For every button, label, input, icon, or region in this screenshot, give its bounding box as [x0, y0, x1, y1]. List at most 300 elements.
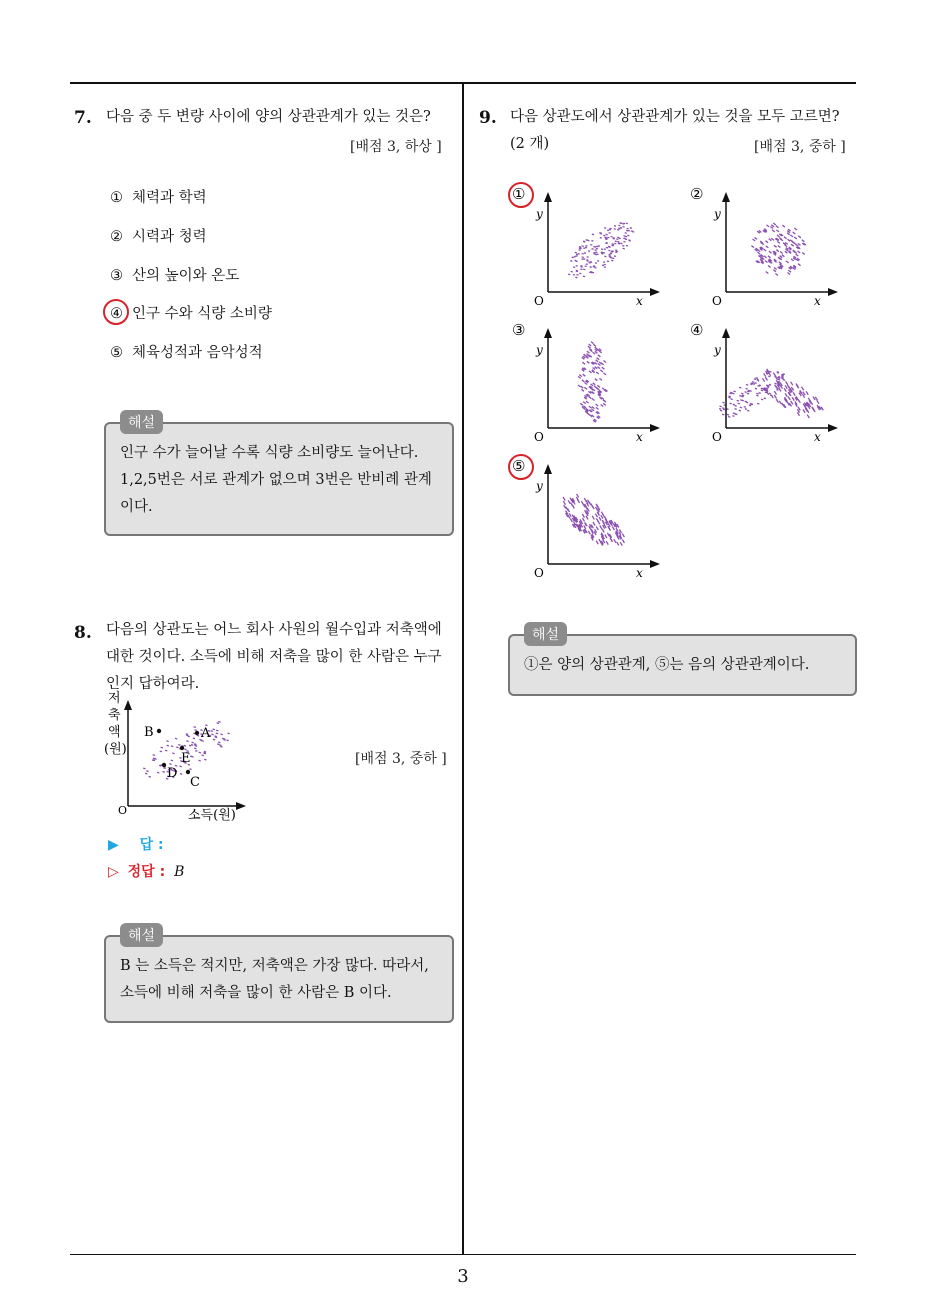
x-label: x: [636, 430, 643, 443]
scatter-dash: [596, 541, 598, 545]
scatter-dash: [584, 525, 586, 529]
scatter-dash: [723, 409, 725, 410]
scatter-dash: [787, 385, 789, 388]
origin-label: O: [534, 566, 544, 579]
q7-choice: [110, 264, 239, 285]
scatter-dash: [167, 745, 169, 746]
scatter-dash: [596, 387, 599, 389]
scatter-dash: [622, 534, 624, 538]
scatter-dash: [788, 397, 790, 400]
point-a-dot: [195, 731, 199, 735]
scatter-dash: [798, 243, 801, 245]
scatter-dash: [587, 351, 590, 353]
scatter-dash: [603, 373, 606, 375]
scatter-dash: [766, 241, 769, 243]
scatter-dash: [577, 499, 579, 503]
scatter-dash: [149, 776, 151, 777]
q9-plot: [686, 318, 842, 443]
scatter-dash: [731, 399, 733, 400]
choice-text: 인구 수와 식량 소비량: [132, 306, 272, 322]
scatter-dash: [750, 391, 752, 392]
scatter-dash: [755, 237, 758, 239]
scatter-dash: [810, 401, 812, 404]
plot-marker: ④: [690, 321, 704, 339]
scatter-dash: [775, 377, 777, 380]
scatter-dash: [751, 246, 754, 248]
x-label: x: [636, 294, 643, 307]
scatter-dash: [755, 383, 757, 384]
plot-marker: ③: [512, 321, 526, 339]
scatter-dash: [591, 342, 594, 344]
q7-score: [배점 3, 하상 ]: [350, 139, 442, 155]
scatter-dash: [746, 402, 748, 403]
scatter-dash: [563, 497, 565, 501]
scatter-dash: [570, 518, 572, 522]
scatter-dash: [195, 730, 197, 731]
scatter-dash: [180, 774, 182, 775]
scatter-dash: [737, 400, 739, 401]
scatter-dash: [189, 769, 191, 770]
solution-tag: 해설: [524, 622, 567, 646]
scatter-dash: [773, 223, 776, 225]
scatter-dash: [778, 379, 780, 380]
scatter-dash: [153, 755, 155, 756]
scatter-dash: [192, 742, 194, 743]
q9-subtext: (2 개): [510, 136, 550, 152]
scatter-dash: [730, 392, 732, 393]
scatter-dash: [217, 723, 219, 724]
scatter-dash: [568, 500, 570, 504]
scatter-dash: [586, 516, 588, 520]
scatter-dash: [591, 529, 593, 533]
scatter-dash: [199, 752, 201, 753]
scatter-dash: [601, 515, 603, 519]
scatter-dash: [730, 403, 732, 404]
scatter-dash: [757, 378, 759, 382]
q9-number: 9.: [479, 108, 497, 128]
y-label: y: [536, 207, 543, 221]
scatter-dash: [592, 407, 595, 409]
point-c-dot: [186, 770, 190, 774]
scatter-dash: [754, 379, 756, 380]
scatter-dash: [778, 246, 781, 248]
scatter-dash: [161, 747, 163, 748]
origin-label: O: [534, 294, 544, 307]
scatter-dash: [755, 388, 757, 389]
q9-plot: [508, 318, 664, 443]
scatter-dash: [757, 252, 760, 254]
scatter-dash: [770, 227, 773, 229]
scatter-dash: [779, 262, 782, 264]
q8-text-line: 다음의 상관도는 어느 회사 사원의 월수입과 저축액에: [106, 622, 442, 638]
scatter-dash: [189, 745, 191, 746]
scatter-dash: [774, 391, 776, 394]
scatter-dash: [777, 235, 780, 237]
scatter-dash: [769, 239, 772, 241]
scatter-dash: [585, 523, 587, 527]
point-d-dot: [162, 763, 166, 767]
scatter-dash: [738, 403, 740, 404]
scatter-dash: [564, 505, 566, 509]
point-d-label: D: [167, 766, 178, 781]
scatter-dash: [204, 751, 206, 752]
scatter-dash: [180, 766, 182, 767]
scatter-dash: [794, 237, 797, 239]
scatter-dash: [589, 397, 592, 399]
scatter-dash: [583, 374, 586, 376]
y-label: 액: [108, 725, 121, 740]
scatter-dash: [787, 233, 790, 235]
scatter-dash: [776, 250, 779, 252]
x-label: x: [814, 430, 821, 443]
scatter-dash: [595, 351, 598, 353]
choice-marker: ④: [110, 306, 123, 322]
scatter-dash: [786, 261, 789, 263]
scatter-dash: [732, 416, 734, 417]
q9-text: 다음 상관도에서 상관관계가 있는 것을 모두 고르면?: [510, 109, 840, 125]
scatter-dash: [767, 370, 769, 373]
scatter-dash: [591, 525, 593, 529]
scatter-dash: [610, 538, 612, 542]
scatter-dash: [171, 760, 173, 761]
scatter-dash: [563, 501, 565, 505]
scatter-dash: [601, 405, 604, 407]
y-label: (원): [104, 742, 127, 757]
y-label: y: [536, 343, 543, 357]
scatter-dash: [769, 393, 771, 394]
scatter-dash: [595, 379, 598, 381]
q7-choice: [110, 302, 272, 323]
scatter-dash: [600, 525, 602, 529]
scatter-dash: [791, 401, 793, 404]
scatter-dash: [221, 734, 223, 735]
scatter-dash: [193, 738, 195, 739]
scatter-dash: [599, 362, 602, 364]
point-b-label: B: [144, 725, 154, 740]
scatter-dash: [588, 346, 591, 348]
scatter-dash: [176, 747, 178, 748]
scatter-dash: [763, 378, 765, 381]
q8-solution-box: [104, 928, 454, 1023]
scatter-dash: [593, 368, 596, 370]
scatter-dash: [622, 540, 624, 544]
scatter-dash: [591, 384, 594, 386]
scatter-dash: [764, 256, 767, 258]
solution-tag: 해설: [120, 410, 163, 434]
scatter-dash: [582, 518, 584, 522]
scatter-dash: [596, 372, 599, 374]
scatter-dash: [764, 373, 766, 376]
scatter-dash: [780, 256, 783, 258]
scatter-dash: [597, 512, 599, 516]
scatter-dash: [204, 759, 206, 760]
scatter-dash: [217, 744, 219, 745]
scatter-dash: [154, 759, 156, 760]
point-e-label: E: [181, 751, 191, 766]
scatter-dash: [791, 244, 794, 246]
scatter-dash: [617, 542, 619, 546]
scatter-dash: [588, 531, 590, 535]
scatter-dash: [821, 407, 823, 410]
x-axis-arrow: [828, 288, 838, 296]
scatter-dash: [595, 514, 597, 518]
q9-score: [배점 3, 중하 ]: [754, 139, 846, 155]
scatter-dash: [594, 362, 597, 364]
scatter-dash: [211, 734, 213, 735]
scatter-dash: [797, 412, 799, 415]
q9-answer-circle-1: [508, 182, 534, 208]
scatter-dash: [157, 772, 159, 773]
scatter-dash: [175, 738, 177, 739]
scatter-dash: [739, 396, 741, 397]
page-number: 3: [457, 1266, 469, 1287]
scatter-dash: [599, 351, 602, 353]
scatter-dash: [582, 362, 585, 364]
plot-marker: ②: [690, 185, 704, 203]
scatter-dash: [780, 239, 783, 241]
scatter-dash: [774, 268, 777, 270]
scatter-dash: [171, 746, 173, 747]
scatter-dash: [163, 768, 165, 769]
point-c-label: C: [190, 775, 200, 790]
scatter-dash: [746, 385, 748, 386]
scatter-dash: [184, 749, 186, 750]
scatter-dash: [204, 753, 206, 754]
scatter-dash: [735, 409, 737, 410]
scatter-dash: [793, 392, 795, 395]
scatter-dash: [166, 741, 168, 742]
point-b-dot: [157, 729, 161, 733]
scatter-dash: [599, 378, 602, 380]
scatter-dash: [720, 406, 722, 407]
scatter-dash: [153, 760, 155, 761]
scatter-dash: [771, 225, 774, 227]
scatter-dash: [582, 380, 585, 382]
scatter-dash: [600, 370, 603, 372]
y-label: 축: [108, 708, 121, 723]
scatter-dash: [793, 242, 796, 244]
scatter-dash: [218, 722, 220, 723]
y-axis-arrow: [544, 464, 552, 474]
scatter-dash: [216, 733, 218, 734]
scatter-dash: [218, 742, 220, 743]
q7-solution-text: [120, 440, 440, 521]
scatter-dash: [223, 739, 225, 740]
scatter-dash: [735, 414, 737, 415]
scatter-dash: [751, 404, 753, 405]
q7-choice: [110, 186, 207, 207]
choice-marker: ②: [110, 229, 123, 245]
q8-text-line: 대한 것이다. 소득에 비해 저축을 많이 한 사람은 누구: [106, 649, 442, 665]
scatter-dash: [719, 409, 721, 410]
scatter-dash: [620, 542, 622, 546]
scatter-dash: [592, 399, 595, 401]
scatter-dash: [773, 270, 776, 272]
scatter-dash: [756, 395, 758, 396]
scatter-dash: [568, 509, 570, 513]
scatter-dash: [798, 399, 800, 402]
scatter-dash: [603, 403, 606, 405]
scatter-dash: [790, 240, 793, 242]
scatter-dash: [213, 729, 215, 730]
choice-marker: ⑤: [110, 345, 123, 361]
scatter-dash: [798, 251, 801, 253]
scatter-dash: [768, 376, 770, 377]
y-label: y: [714, 343, 721, 357]
scatter-dash: [593, 344, 596, 346]
scatter-dash: [767, 225, 770, 227]
q7-answer-circle: [103, 299, 129, 325]
scatter-dash: [785, 393, 787, 397]
scatter-dash: [722, 414, 724, 415]
scatter-dash: [191, 745, 193, 746]
answer-arrow-icon: ▶: [108, 837, 119, 853]
scatter-dash: [764, 249, 767, 251]
scatter-dash: [788, 273, 791, 275]
scatter-dash: [143, 768, 145, 769]
scatter-dash: [784, 237, 787, 239]
scatter-dash: [227, 733, 229, 734]
correct-label: 정답 :: [127, 864, 166, 880]
scatter-dash: [813, 409, 815, 412]
scatter-dash: [735, 406, 737, 407]
scatter-dash: [768, 256, 771, 258]
scatter-dash: [782, 225, 785, 227]
plot-marker: ⑤: [512, 457, 526, 475]
scatter-dash: [595, 367, 598, 369]
scatter-dash: [794, 228, 797, 230]
scatter-dash: [742, 395, 744, 396]
dot-cloud: [578, 342, 608, 423]
q9-solution-box: [508, 627, 857, 696]
scatter-dash: [776, 226, 779, 228]
scatter-dash: [198, 760, 200, 761]
scatter-dash: [802, 253, 805, 255]
scatter-dash: [766, 272, 769, 274]
answer-label: 답 :: [139, 837, 164, 853]
scatter-dash: [580, 403, 583, 405]
scatter-dash: [788, 239, 791, 241]
scatter-dash: [779, 401, 781, 404]
scatter-dash: [757, 403, 759, 404]
scatter-dash: [776, 230, 779, 232]
scatter-dash: [578, 376, 581, 378]
choice-text: 체력과 학력: [132, 190, 207, 206]
scatter-dash: [194, 727, 196, 728]
scatter-dash: [602, 388, 605, 390]
scatter-dash: [605, 535, 607, 539]
scatter-dash: [774, 395, 776, 399]
scatter-dash: [585, 383, 588, 385]
scatter-dash: [606, 541, 608, 545]
origin-label: O: [712, 430, 722, 443]
scatter-dash: [777, 373, 779, 374]
scatter-dash: [584, 354, 587, 356]
scatter-dash: [186, 734, 188, 735]
scatter-dash: [571, 502, 573, 506]
scatter-dash: [219, 745, 221, 746]
scatter-dash: [761, 390, 763, 391]
q8-correct-row: [108, 861, 184, 881]
scatter-dash: [752, 382, 754, 383]
x-axis-arrow: [236, 802, 246, 810]
scatter-dash: [796, 254, 799, 256]
q7-choice: [110, 341, 263, 362]
scatter-dash: [796, 384, 798, 387]
scatter-dash: [803, 410, 805, 413]
scatter-dash: [722, 408, 724, 409]
scatter-dash: [772, 230, 775, 232]
scatter-dash: [614, 539, 616, 543]
q7-choice: [110, 225, 207, 246]
origin-label: O: [118, 804, 128, 817]
scatter-dash: [739, 410, 741, 411]
scatter-dash: [746, 389, 748, 390]
scatter-dash: [780, 252, 783, 254]
x-label: x: [814, 294, 821, 307]
scatter-dash: [582, 514, 584, 518]
scatter-dash: [745, 392, 747, 393]
scatter-dash: [741, 393, 743, 394]
scatter-dash: [169, 764, 171, 765]
scatter-dash: [792, 397, 794, 400]
scatter-dash: [769, 251, 772, 253]
scatter-dash: [768, 266, 771, 268]
scatter-dash: [728, 397, 730, 398]
scatter-dash: [603, 400, 606, 402]
scatter-dash: [764, 398, 766, 399]
point-a-label: A: [201, 726, 211, 741]
scatter-dash: [771, 238, 774, 240]
choice-marker: ①: [110, 190, 123, 206]
y-label: y: [536, 479, 543, 493]
scatter-dash: [788, 270, 791, 272]
scatter-dash: [769, 371, 771, 372]
scatter-dash: [589, 502, 591, 506]
scatter-dash: [197, 735, 199, 736]
origin-label: O: [712, 294, 722, 307]
q8-answer-row: [108, 834, 164, 854]
scatter-dash: [765, 377, 767, 380]
choice-text: 산의 높이와 온도: [132, 268, 240, 284]
scatter-dash: [159, 765, 161, 766]
scatter-dash: [776, 399, 778, 403]
x-axis-arrow: [650, 560, 660, 568]
dot-cloud: [751, 223, 806, 276]
scatter-dash: [761, 388, 763, 389]
y-label: 저: [108, 691, 121, 706]
q8-solution-line: 소득에 비해 저축을 많이 한 사람은 B 이다.: [120, 985, 392, 1001]
scatter-dash: [163, 772, 165, 773]
y-axis-arrow: [544, 328, 552, 338]
scatter-dash: [794, 251, 797, 253]
scatter-dash: [160, 751, 162, 752]
scatter-dash: [802, 387, 804, 391]
scatter-dash: [766, 246, 769, 248]
q8-solution-text: [120, 953, 440, 1007]
scatter-dash: [593, 522, 595, 526]
q9-solution-text: ①은 양의 상관관계, ⑤는 음의 상관관계이다.: [524, 657, 810, 673]
y-axis-arrow: [544, 192, 552, 202]
scatter-dash: [751, 383, 753, 384]
scatter-dash: [759, 385, 761, 386]
q8-scatter-plot: [100, 686, 260, 828]
scatter-dash: [767, 391, 769, 394]
scatter-dash: [145, 773, 147, 774]
scatter-dash: [734, 391, 736, 392]
x-axis-arrow: [650, 288, 660, 296]
q8-solution-line: B 는 소득은 적지만, 저축액은 가장 많다. 따라서,: [120, 958, 429, 974]
